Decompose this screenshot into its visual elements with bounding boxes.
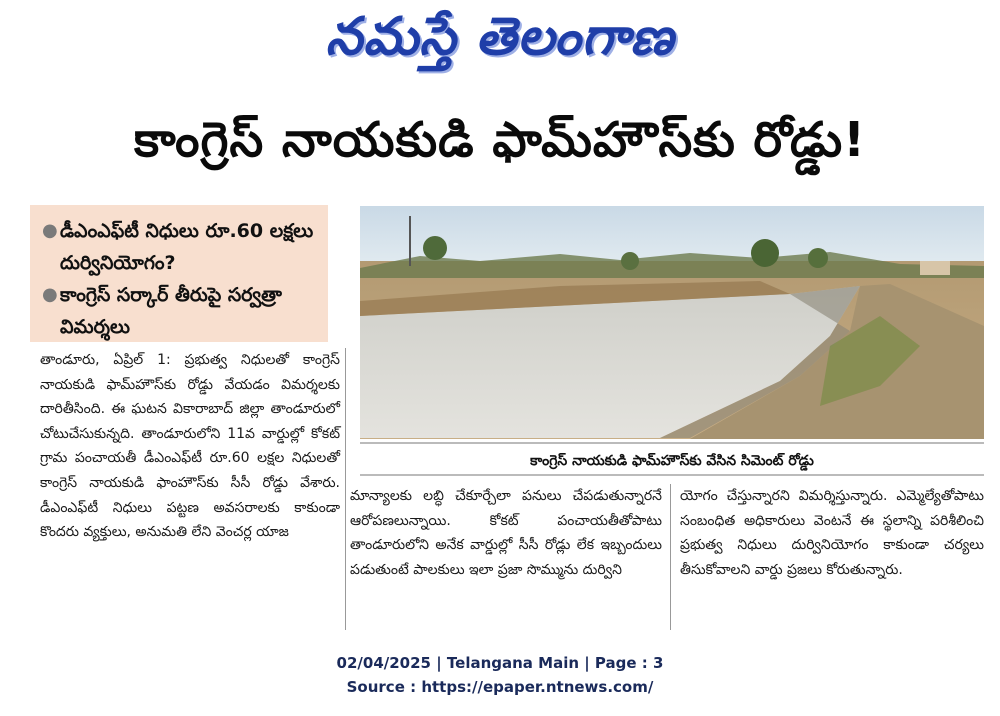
article-column-1 [40,348,340,545]
masthead [0,6,1000,76]
article-column-3 [680,484,984,582]
footer-date-line: 02/04/2025 | Telangana Main | Page : 3 [336,654,664,672]
column-divider [345,348,346,630]
bullet-icon: ● [42,220,58,241]
column-text: మాన్యాలకు లబ్ధి చేకూర్చేలా పనులు చేపడుతున్నారనే ఆరోపణలున్నాయి. కోకట్ పంచాయతీతోపాటు తాండూరులోని అనేక వార్డుల్లో సీసీ రోడ్లు లేక ఇబ్బందులు పడుతుంటే పాలకులు ఇలా ప్రజా సొమ్మును దుర్విని [350,488,662,578]
footer-source-line: Source : https://epaper.ntnews.com/ [346,678,654,696]
photo-caption: కాంగ్రెస్ నాయకుడి ఫామ్‌హౌస్‌కు వేసిన సిమెంట్ రోడ్డు [360,442,984,476]
highlight-item [42,215,320,279]
bullet-icon: ● [42,284,58,305]
column-text: తాండూరు, ఏప్రిల్ 1: ప్రభుత్వ నిధులతో కాంగ్రెస్ నాయకుడి ఫామ్‌హౌస్‌కు రోడ్డు వేయడం విమర్శలకు దారితీసింది. ఈ ఘటన వికారాబాద్ జిల్లా తాండూరులో చోటుచేసుకున్నది. తాండూరులోని 11వ వార్డుల్లో కోకట్ గ్రామ పంచాయతీ డీఎంఎఫ్‌టీ రూ.60 లక్షల నిధులతో కాంగ్రెస్ నాయకుడి ఫాంహౌస్‌కు సీసీ రోడ్డు వేశారు. డీఎంఎఫ్‌టీ నిధులు పట్టణ అవసరాలకు కాకుండా కొందరు వ్యక్తులు, అనుమతి లేని వెంచర్ల యాజ [40,352,340,541]
highlight-text: కాంగ్రెస్ సర్కార్ తీరుపై సర్వత్రా విమర్శలు [60,284,282,338]
newspaper-title: నమస్తే తెలంగాణ [325,6,675,67]
column-divider [670,484,671,630]
column-text: యోగం చేస్తున్నారని విమర్శిస్తున్నారు. ఎమ్మెల్యేతోపాటు సంబంధిత అధికారులు వెంటనే ఈ స్థలాన్ని పరిశీలించి ప్రభుత్వ నిధులు దుర్వినియోగం కాకుండా చర్యలు తీసుకోవాలని వార్డు ప్రజలు కోరుతున్నారు. [680,488,984,578]
article-column-2 [350,484,662,582]
highlight-text: డీఎంఎఫ్‌టీ నిధులు రూ.60 లక్షలు దుర్వినియోగం? [60,220,314,274]
cement-road-photo [360,206,984,439]
article-headline: కాంగ్రెస్ నాయకుడి ఫామ్‌హౌస్‌కు రోడ్డు! [134,112,866,168]
highlight-item [42,279,320,343]
highlights-box [30,205,328,342]
article-photo [360,206,984,439]
